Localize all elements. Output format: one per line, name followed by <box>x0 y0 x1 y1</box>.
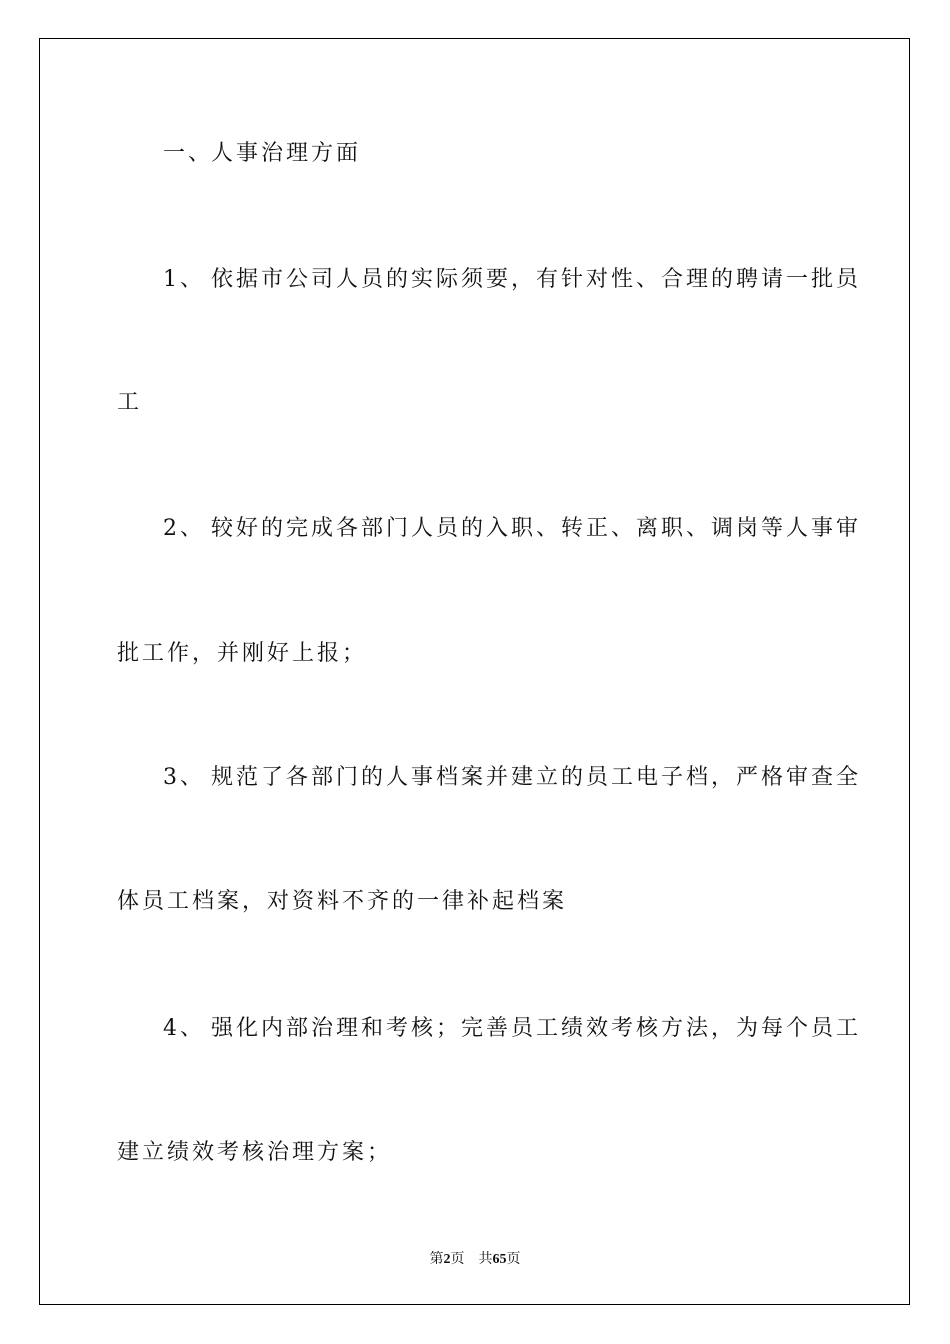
item-number: 1、 <box>163 267 205 292</box>
item-text: 依据市公司人员的实际须要，有针对性、合理的聘请一批员 <box>211 267 862 292</box>
item-1-line-1 <box>163 262 861 293</box>
section-title: 人事治理方面 <box>211 141 362 166</box>
item-2-line-2: 批工作，并刚好上报； <box>117 641 368 666</box>
item-3-line-1 <box>163 760 861 791</box>
page-border <box>39 38 910 1305</box>
item-3-line-2: 体员工档案，对资料不齐的一律补起档案 <box>117 889 568 914</box>
item-1-line-2: 工 <box>117 390 143 415</box>
item-text: 规范了各部门的人事档案并建立的员工电子档，严格审查全 <box>211 765 862 790</box>
item-number: 4、 <box>163 1016 205 1041</box>
footer-prefix: 第 <box>429 1251 444 1267</box>
footer-mid: 页 共 <box>450 1251 493 1267</box>
section-number: 一、 <box>163 141 214 166</box>
section-heading <box>163 136 361 167</box>
item-number: 2、 <box>163 516 205 541</box>
item-4-line-2: 建立绩效考核治理方案； <box>117 1140 393 1165</box>
total-pages-number: 65 <box>492 1252 507 1267</box>
item-number: 3、 <box>163 765 205 790</box>
footer-suffix: 页 <box>506 1251 521 1267</box>
page-footer <box>0 1248 950 1268</box>
item-2-line-1 <box>163 511 861 542</box>
item-text: 较好的完成各部门人员的入职、转正、离职、调岗等人事审 <box>211 516 862 541</box>
current-page-number: 2 <box>443 1252 451 1267</box>
item-text: 强化内部治理和考核；完善员工绩效考核方法，为每个员工 <box>211 1016 862 1041</box>
item-4-line-1 <box>163 1011 861 1042</box>
